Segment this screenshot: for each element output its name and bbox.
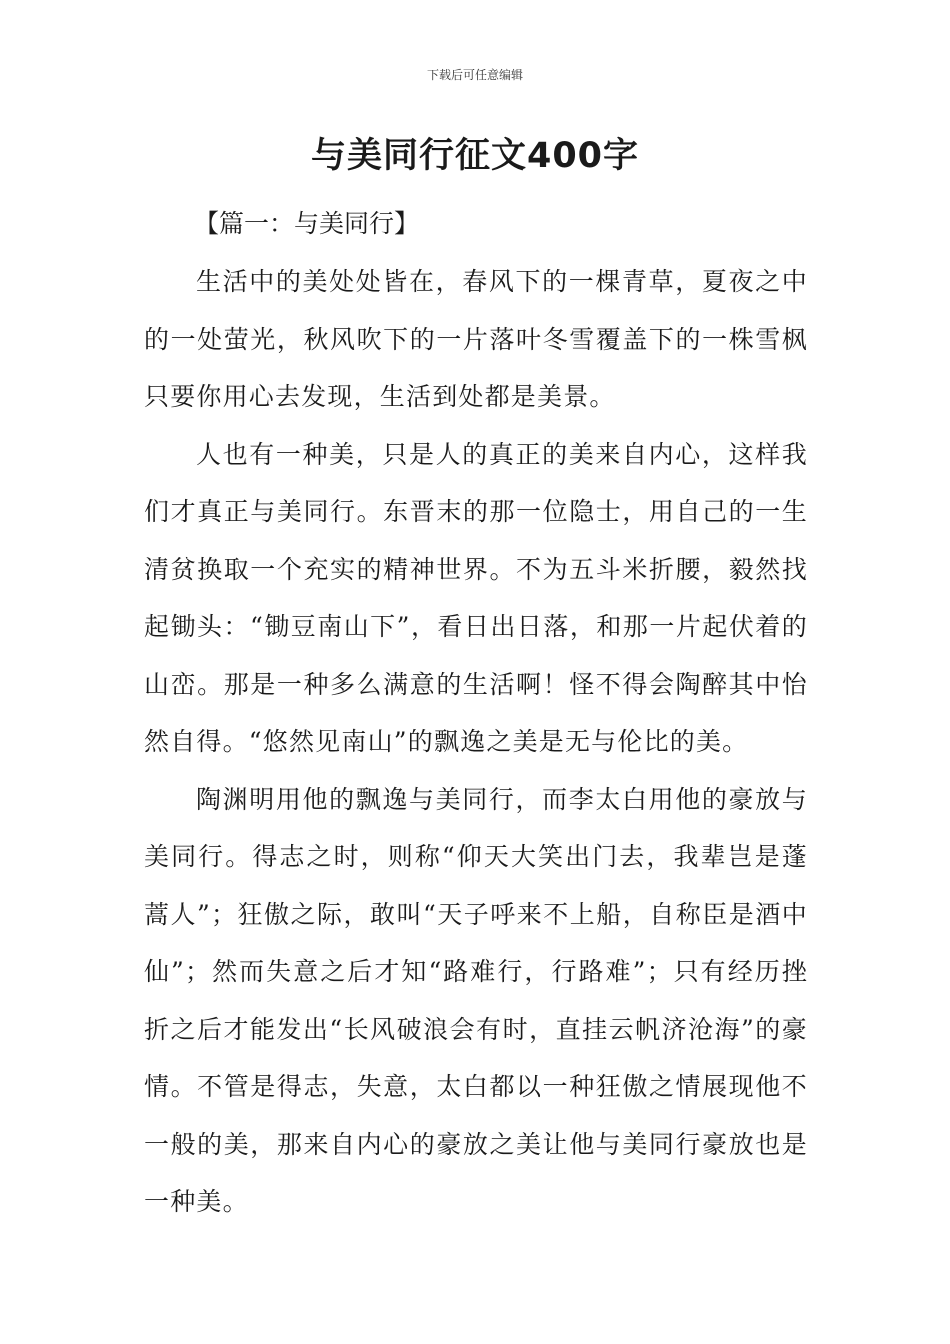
section-heading: 【篇一：与美同行】 [194,209,420,238]
paragraph: 生活中的美处处皆在，春风下的一棵青草，夏夜之中的一处萤光，秋风吹下的一片落叶冬雪覆盖下的一株雪枫只要你用心去发现，生活到处都是美景。 [144,267,808,411]
header-note: 下载后可任意编辑 [426,68,523,82]
paragraph: 陶渊明用他的飘逸与美同行，而李太白用他的豪放与美同行。得志之时，则称“仰天大笑出门去，我辈岂是蓬蒿人”；狂傲之际，敢叫“天子呼来不上船，自称臣是酒中仙”；然而失意之后才知“路难行，行路难”；只有经历挫折之后才能发出“长风破浪会有时，直挂云帆济沧海”的豪情。不管是得志，失意，太白都以一种狂傲之情展现他不一般的美，那来自内心的豪放之美让他与美同行豪放也是一种美。 [144,784,808,1216]
document-title: 与美同行征文400字 [310,136,640,176]
article-body [144,253,808,1231]
paragraph: 人也有一种美，只是人的真正的美来自内心，这样我们才真正与美同行。东晋末的那一位隐士，用自己的一生清贫换取一个充实的精神世界。不为五斗米折腰，毅然找起锄头：“锄豆南山下”，看日出日落，和那一片起伏着的山峦。那是一种多么满意的生活啊！怪不得会陶醉其中怡然自得。“悠然见南山”的飘逸之美是无与伦比的美。 [144,439,808,756]
